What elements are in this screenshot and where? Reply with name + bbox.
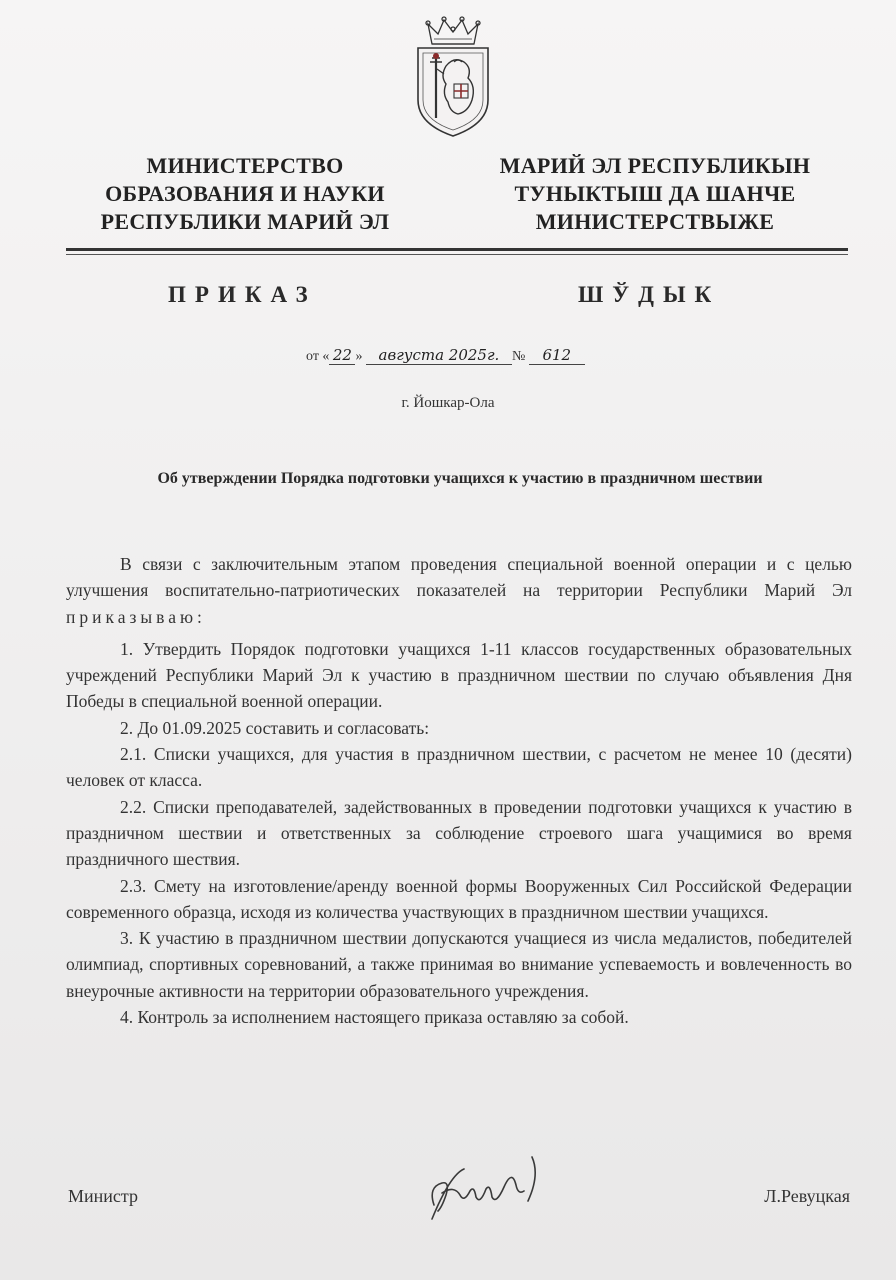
ministry-line: МИНИСТЕРСТВО (146, 153, 344, 178)
order-item: 2.2. Списки преподавателей, задействованных в проведении подготовки учащихся к участию в праздничном шествии и ответственных за соблюдение строевого шага учащимися во время праздничного шествия. (66, 796, 852, 870)
order-subject: Об утверждении Порядка подготовки учащихся к участию в праздничном шествии (157, 470, 763, 487)
date-month-year: августа 2025г. (366, 346, 512, 365)
intro-paragraph (66, 551, 852, 630)
signer-title: Министр (68, 1186, 138, 1206)
signer-name: Л.Ревуцкая (764, 1186, 850, 1206)
number-label: № (511, 349, 526, 364)
order-item: 2. До 01.09.2025 составить и согласовать: (120, 717, 430, 738)
header-divider (66, 248, 848, 251)
city-line: г. Йошкар-Ола (401, 395, 495, 411)
date-number-line (306, 346, 585, 365)
order-item: 2.3. Смету на изготовление/аренду военной формы Вооруженных Сил Российской Федерации современного образца, исходя из количества участвующих в праздничном шествии учащихся. (66, 875, 852, 922)
ministry-line: ТУНЫКТЫШ ДА ШАНЧЕ (514, 181, 796, 206)
ministry-line: МАРИЙ ЭЛ РЕСПУБЛИКЫН (499, 153, 811, 178)
date-prefix: от « (306, 349, 330, 364)
ministry-name-russian (60, 152, 430, 236)
order-body (66, 545, 852, 1030)
handwritten-signature-icon (420, 1135, 570, 1225)
document-type-mari: ШЎДЫК (578, 282, 721, 307)
header-divider-thin (66, 254, 848, 255)
order-item: 1. Утвердить Порядок подготовки учащихся 1-11 классов государственных образовательных учреждений Республики Марий Эл к участию в праздничном шествии по случаю объявления Дня Победы в специальной военной операции. (66, 638, 852, 712)
date-day: 22 (329, 346, 355, 365)
date-mid: » (355, 349, 363, 364)
ministry-line: РЕСПУБЛИКИ МАРИЙ ЭЛ (100, 209, 390, 234)
document-number: 612 (529, 346, 585, 365)
document-type-russian: ПРИКАЗ (168, 282, 317, 307)
ministry-line: МИНИСТЕРСТВЫЖЕ (535, 209, 775, 234)
ministry-line: ОБРАЗОВАНИЯ И НАУКИ (105, 181, 385, 206)
order-item: 2.1. Списки учащихся, для участия в праздничном шествии, с расчетом не менее 10 (десяти) человек от класса. (66, 744, 852, 791)
order-item: 3. К участию в праздничном шествии допускаются учащиеся из числа медалистов, победителей олимпиад, спортивных соревнований, а также принимая во внимание успеваемость и вовлеченность во внеурочные активности на территории образовательного учреждения. (66, 928, 852, 1001)
coat-of-arms-icon (410, 14, 496, 140)
intro-text: В связи с заключительным этапом проведения специальной военной операции и с целью улучшения воспитательно-патриотических показателей на территории Республики Марий Эл (66, 554, 852, 601)
order-word: приказываю: (66, 606, 206, 627)
ministry-name-mari (470, 152, 840, 236)
order-item: 4. Контроль за исполнением настоящего приказа оставляю за собой. (120, 1007, 629, 1028)
